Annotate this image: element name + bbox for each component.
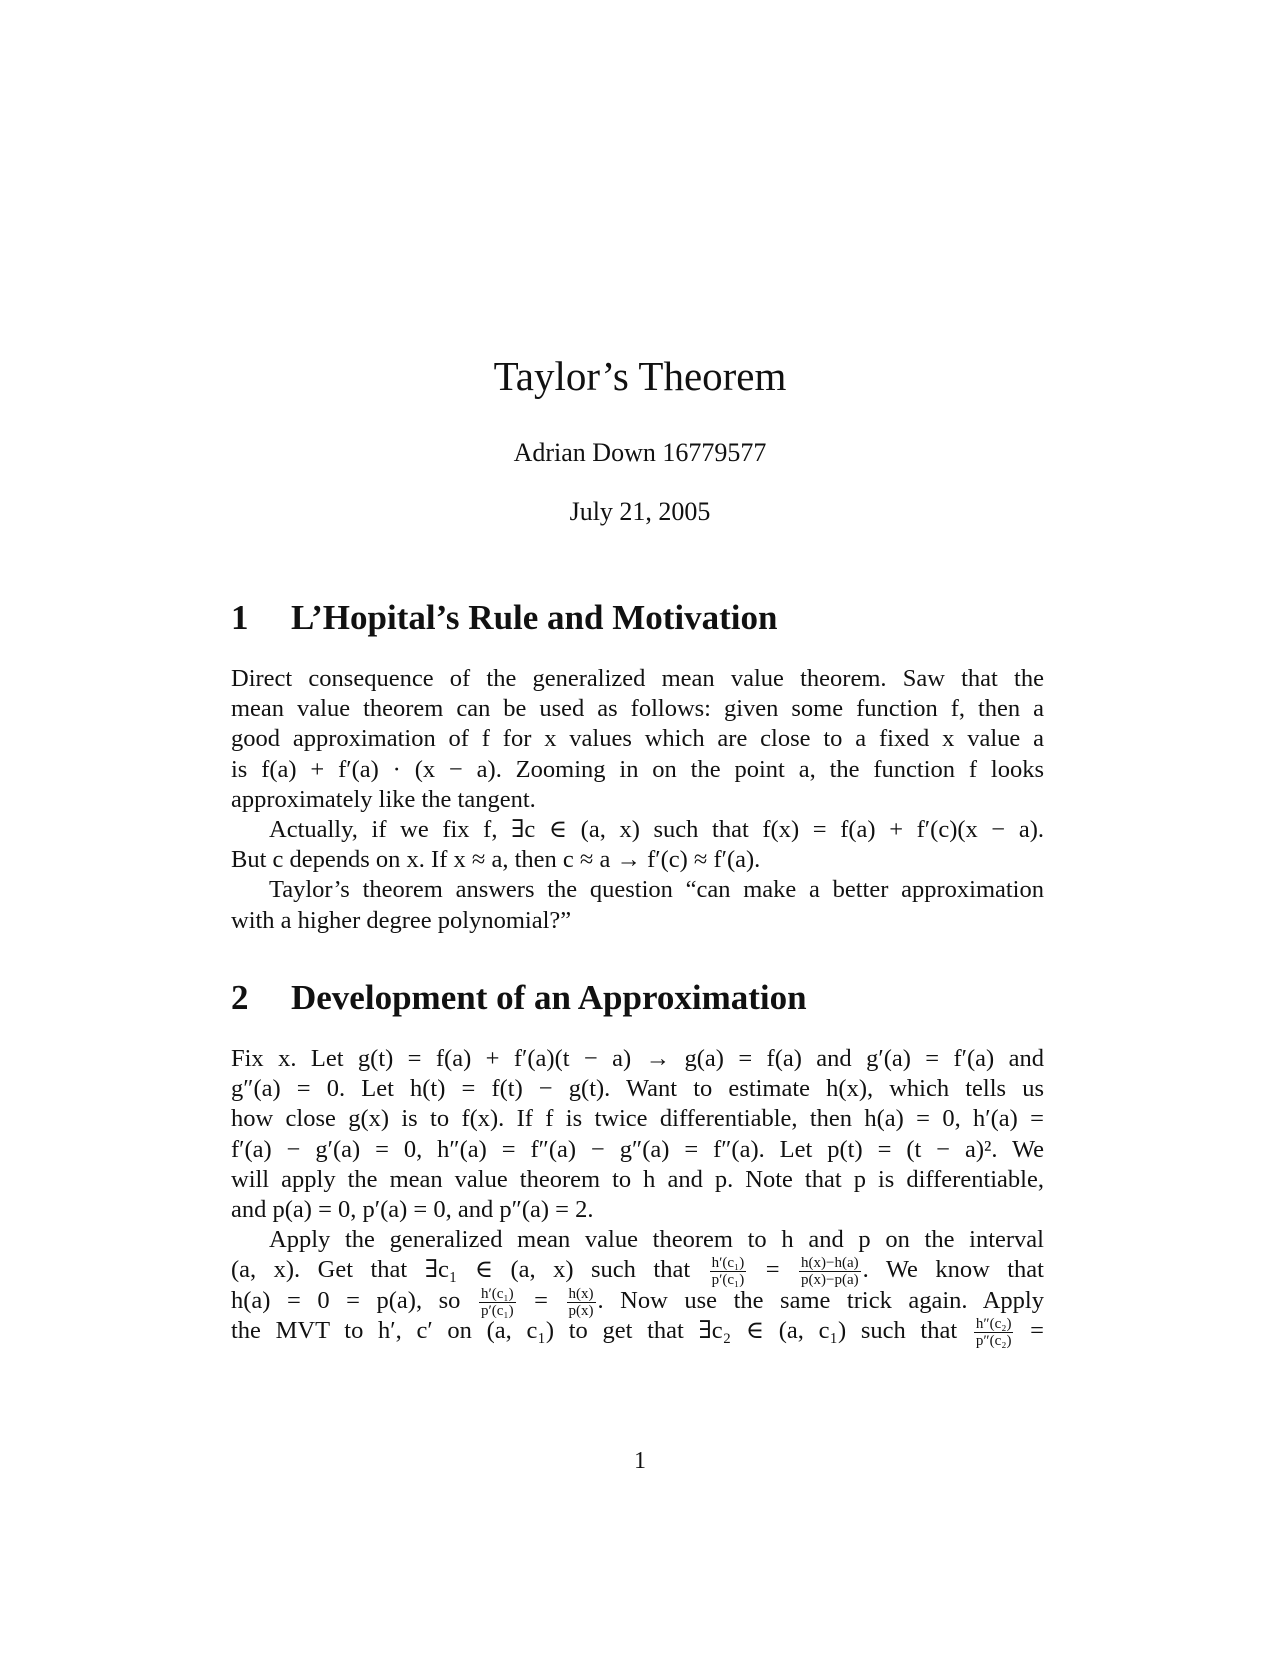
text-line: Taylor’s theorem answers the question “can make a better approximation [269, 876, 1044, 904]
text-line: approximately like the tangent. [231, 785, 536, 813]
document-title: Taylor’s Theorem [493, 353, 787, 399]
text-line: Apply the generalized mean value theorem to h and p on the interval [269, 1226, 1044, 1254]
text-line: the MVT to h′, c′ on (a, c₁) to get that ∃c₂ ∈ (a, c₁) such that $\frac{\text{h″(c₂)}}{\text{p″(c₂)}}$ = [231, 1315, 1044, 1349]
section-2-body [231, 1044, 1044, 1349]
math-fraction [799, 1255, 861, 1288]
section-heading-1 [231, 598, 778, 638]
section-title: L’Hopital’s Rule and Motivation [291, 598, 778, 637]
text-line: But c depends on x. If x ≈ a, then c ≈ a → f′(c) ≈ f′(a). [231, 846, 761, 874]
fraction-denominator: p″(c₂) [975, 1332, 1012, 1349]
math-fraction [479, 1286, 516, 1319]
fraction-denominator: p(x)−p(a) [801, 1272, 859, 1289]
author-line: Adrian Down 16779577 [513, 438, 767, 467]
text-line: (a, x). Get that ∃c₁ ∈ (a, x) such that $\frac{\text{h′(c₁)}}{\text{p′(c₁)}}$ = $\frac{h(x)-h(a)}{p(x)-p(a)}$ . We know that [231, 1255, 1044, 1289]
fraction-numerator: h′(c₁) [480, 1285, 514, 1302]
fraction-denominator: p′(c₁) [480, 1302, 514, 1319]
fraction-numerator: h′(c₁) [711, 1255, 745, 1272]
document-date: July 21, 2005 [569, 497, 711, 526]
text-line: and p(a) = 0, p′(a) = 0, and p″(a) = 2. [231, 1195, 594, 1223]
text-line: h(a) = 0 = p(a), so $\frac{\text{h′(c₁)}}{\text{p′(c₁)}}$ = $\frac{h(x)}{p(x)}$ . Now use the same trick again. Apply [231, 1285, 1044, 1319]
section-number: 2 [231, 978, 249, 1017]
text-line: with a higher degree polynomial?” [231, 906, 572, 934]
text-line: f′(a) − g′(a) = 0, h″(a) = f″(a) − g″(a) = f″(a). Let p(t) = (t − a)². We [231, 1135, 1044, 1163]
fraction-denominator: p(x) [568, 1302, 594, 1319]
section-1-body [231, 664, 1044, 936]
page-number: 1 [634, 1448, 646, 1474]
section-heading-2 [231, 978, 807, 1018]
math-fraction [974, 1316, 1014, 1349]
text-line: good approximation of f for x values which are close to a fixed x value a [231, 725, 1044, 753]
text-line: g″(a) = 0. Let h(t) = f(t) − g(t). Want to estimate h(x), which tells us [231, 1075, 1044, 1103]
text-line: Direct consequence of the generalized mean value theorem. Saw that the [231, 665, 1044, 692]
fraction-numerator: h(x) [568, 1285, 594, 1302]
text-line: mean value theorem can be used as follows: given some function f, then a [231, 695, 1044, 723]
section-title: Development of an Approximation [291, 978, 807, 1017]
fraction-denominator: p′(c₁) [711, 1272, 745, 1289]
math-fraction [567, 1286, 596, 1319]
fraction-numerator: h(x)−h(a) [801, 1255, 859, 1272]
text-line: is f(a) + f′(a) · (x − a). Zooming in on the point a, the function f looks [231, 755, 1044, 783]
text-line: how close g(x) is to f(x). If f is twice differentiable, then h(a) = 0, h′(a) = [231, 1105, 1044, 1133]
math-fraction [710, 1255, 747, 1288]
fraction-numerator: h″(c₂) [975, 1315, 1012, 1332]
text-line: Actually, if we fix f, ∃c ∈ (a, x) such that f(x) = f(a) + f′(c)(x − a). [269, 815, 1044, 843]
text-line: will apply the mean value theorem to h and p. Note that p is differentiable, [231, 1165, 1044, 1193]
text-line: Fix x. Let g(t) = f(a) + f′(a)(t − a) → g(a) = f(a) and g′(a) = f′(a) and [231, 1045, 1044, 1072]
section-number: 1 [231, 598, 249, 637]
